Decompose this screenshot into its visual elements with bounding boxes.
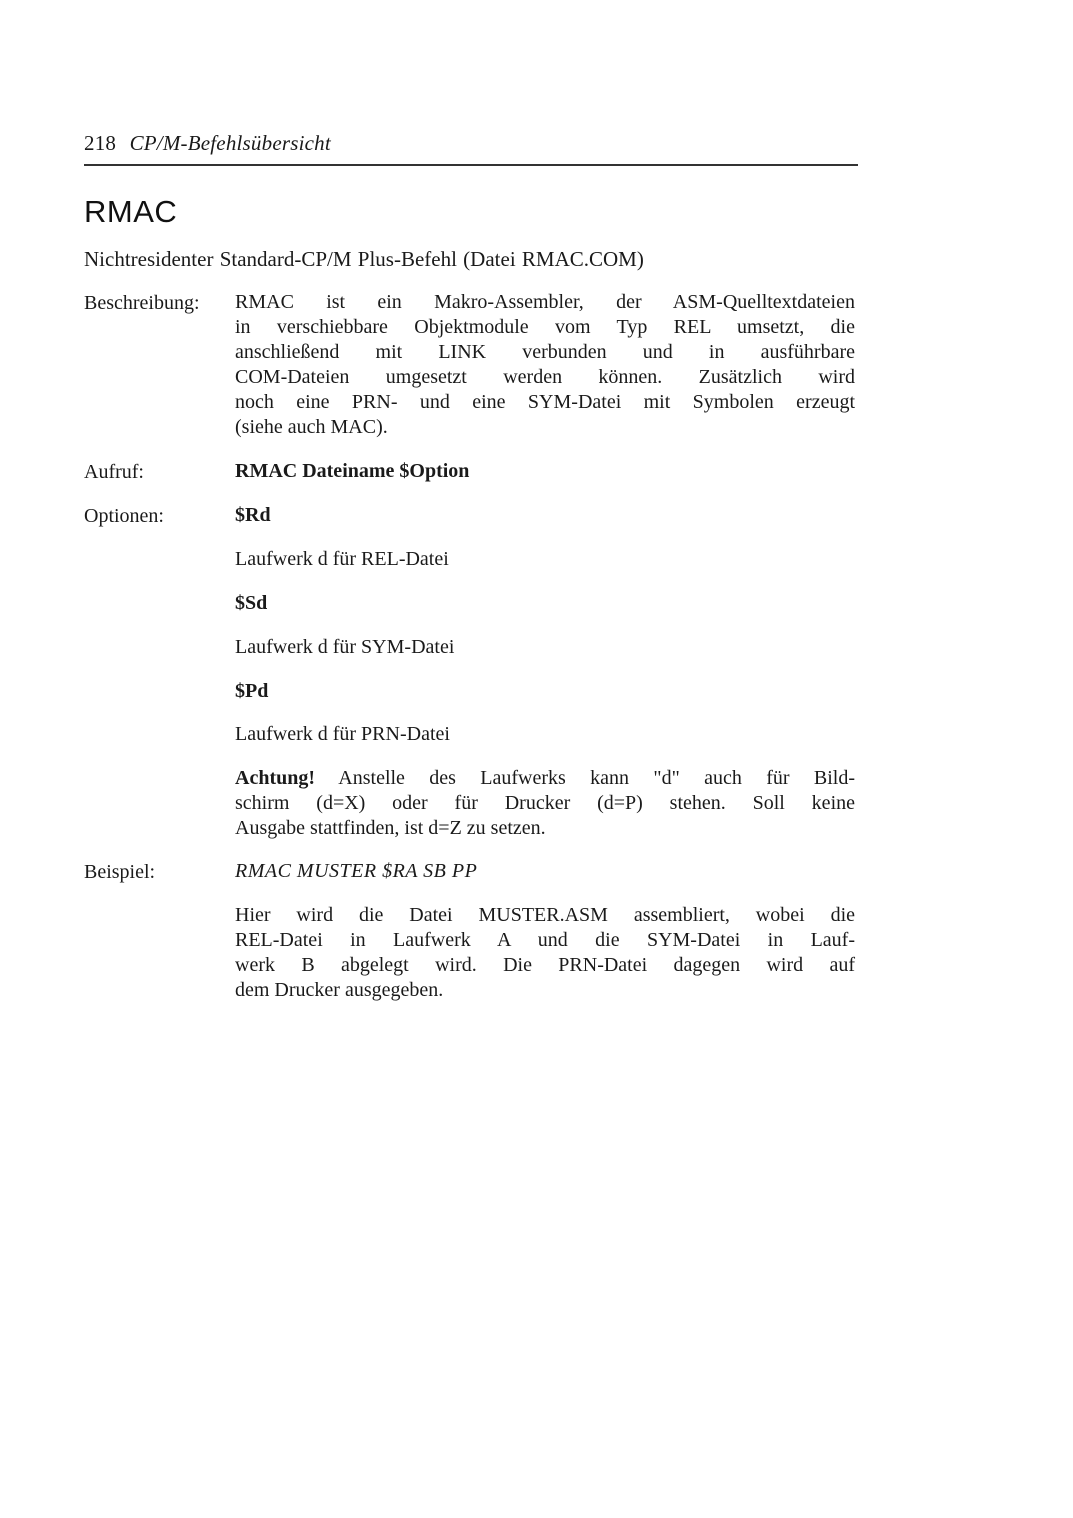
option-description: Laufwerk d für SYM-Datei [235,636,455,658]
beispiel-text [235,903,855,1003]
achtung-first-line [235,766,855,791]
command-title: RMAC [84,194,178,229]
label-beschreibung: Beschreibung: [84,292,200,314]
aufruf-syntax: RMAC Dateiname $Option [235,460,470,482]
running-header [84,128,856,158]
header-rule [84,164,858,166]
page-number: 218 [84,131,117,155]
text-line: anschließend mit LINK verbunden und in ausführbare [235,341,855,363]
text-line: COM-Dateien umgesetzt werden können. Zusätzlich wird [235,366,855,388]
text-line: schirm (d=X) oder für Drucker (d=P) stehen. Soll keine [235,792,855,814]
command-subtitle: Nichtresidenter Standard-CP/M Plus-Befehl (Datei RMAC.COM) [84,247,644,271]
label-aufruf: Aufruf: [84,461,144,483]
text-line: RMAC ist ein Makro-Assembler, der ASM-Quelltextdateien [235,291,855,313]
achtung-label: Achtung! [235,767,316,789]
text-line: noch eine PRN- und eine SYM-Datei mit Symbolen erzeugt [235,391,855,413]
label-optionen: Optionen: [84,505,164,527]
text-line: REL-Datei in Laufwerk A und die SYM-Datei in Lauf- [235,929,855,951]
label-beispiel: Beispiel: [84,861,156,883]
text-line: Ausgabe stattfinden, ist d=Z zu setzen. [235,817,546,839]
text-line: Anstelle des Laufwerks kann "d" auch für Bild- [338,767,855,789]
option-code: $Pd [235,680,269,702]
text-line: werk B abgelegt wird. Die PRN-Datei dagegen wird auf [235,954,855,976]
option-code: $Rd [235,504,271,526]
option-description: Laufwerk d für PRN-Datei [235,723,450,745]
beschreibung-text [235,290,855,440]
text-line: Hier wird die Datei MUSTER.ASM assembliert, wobei die [235,904,855,926]
text-line: in verschiebbare Objektmodule vom Typ REL umsetzt, die [235,316,855,338]
option-description: Laufwerk d für REL-Datei [235,548,449,570]
text-line: (siehe auch MAC). [235,416,388,438]
achtung-note [235,766,855,841]
text-line: dem Drucker ausgegeben. [235,979,444,1001]
running-title: CP/M-Befehlsübersicht [129,131,331,155]
beispiel-command: RMAC MUSTER $RA SB PP [235,860,478,882]
option-code: $Sd [235,592,268,614]
